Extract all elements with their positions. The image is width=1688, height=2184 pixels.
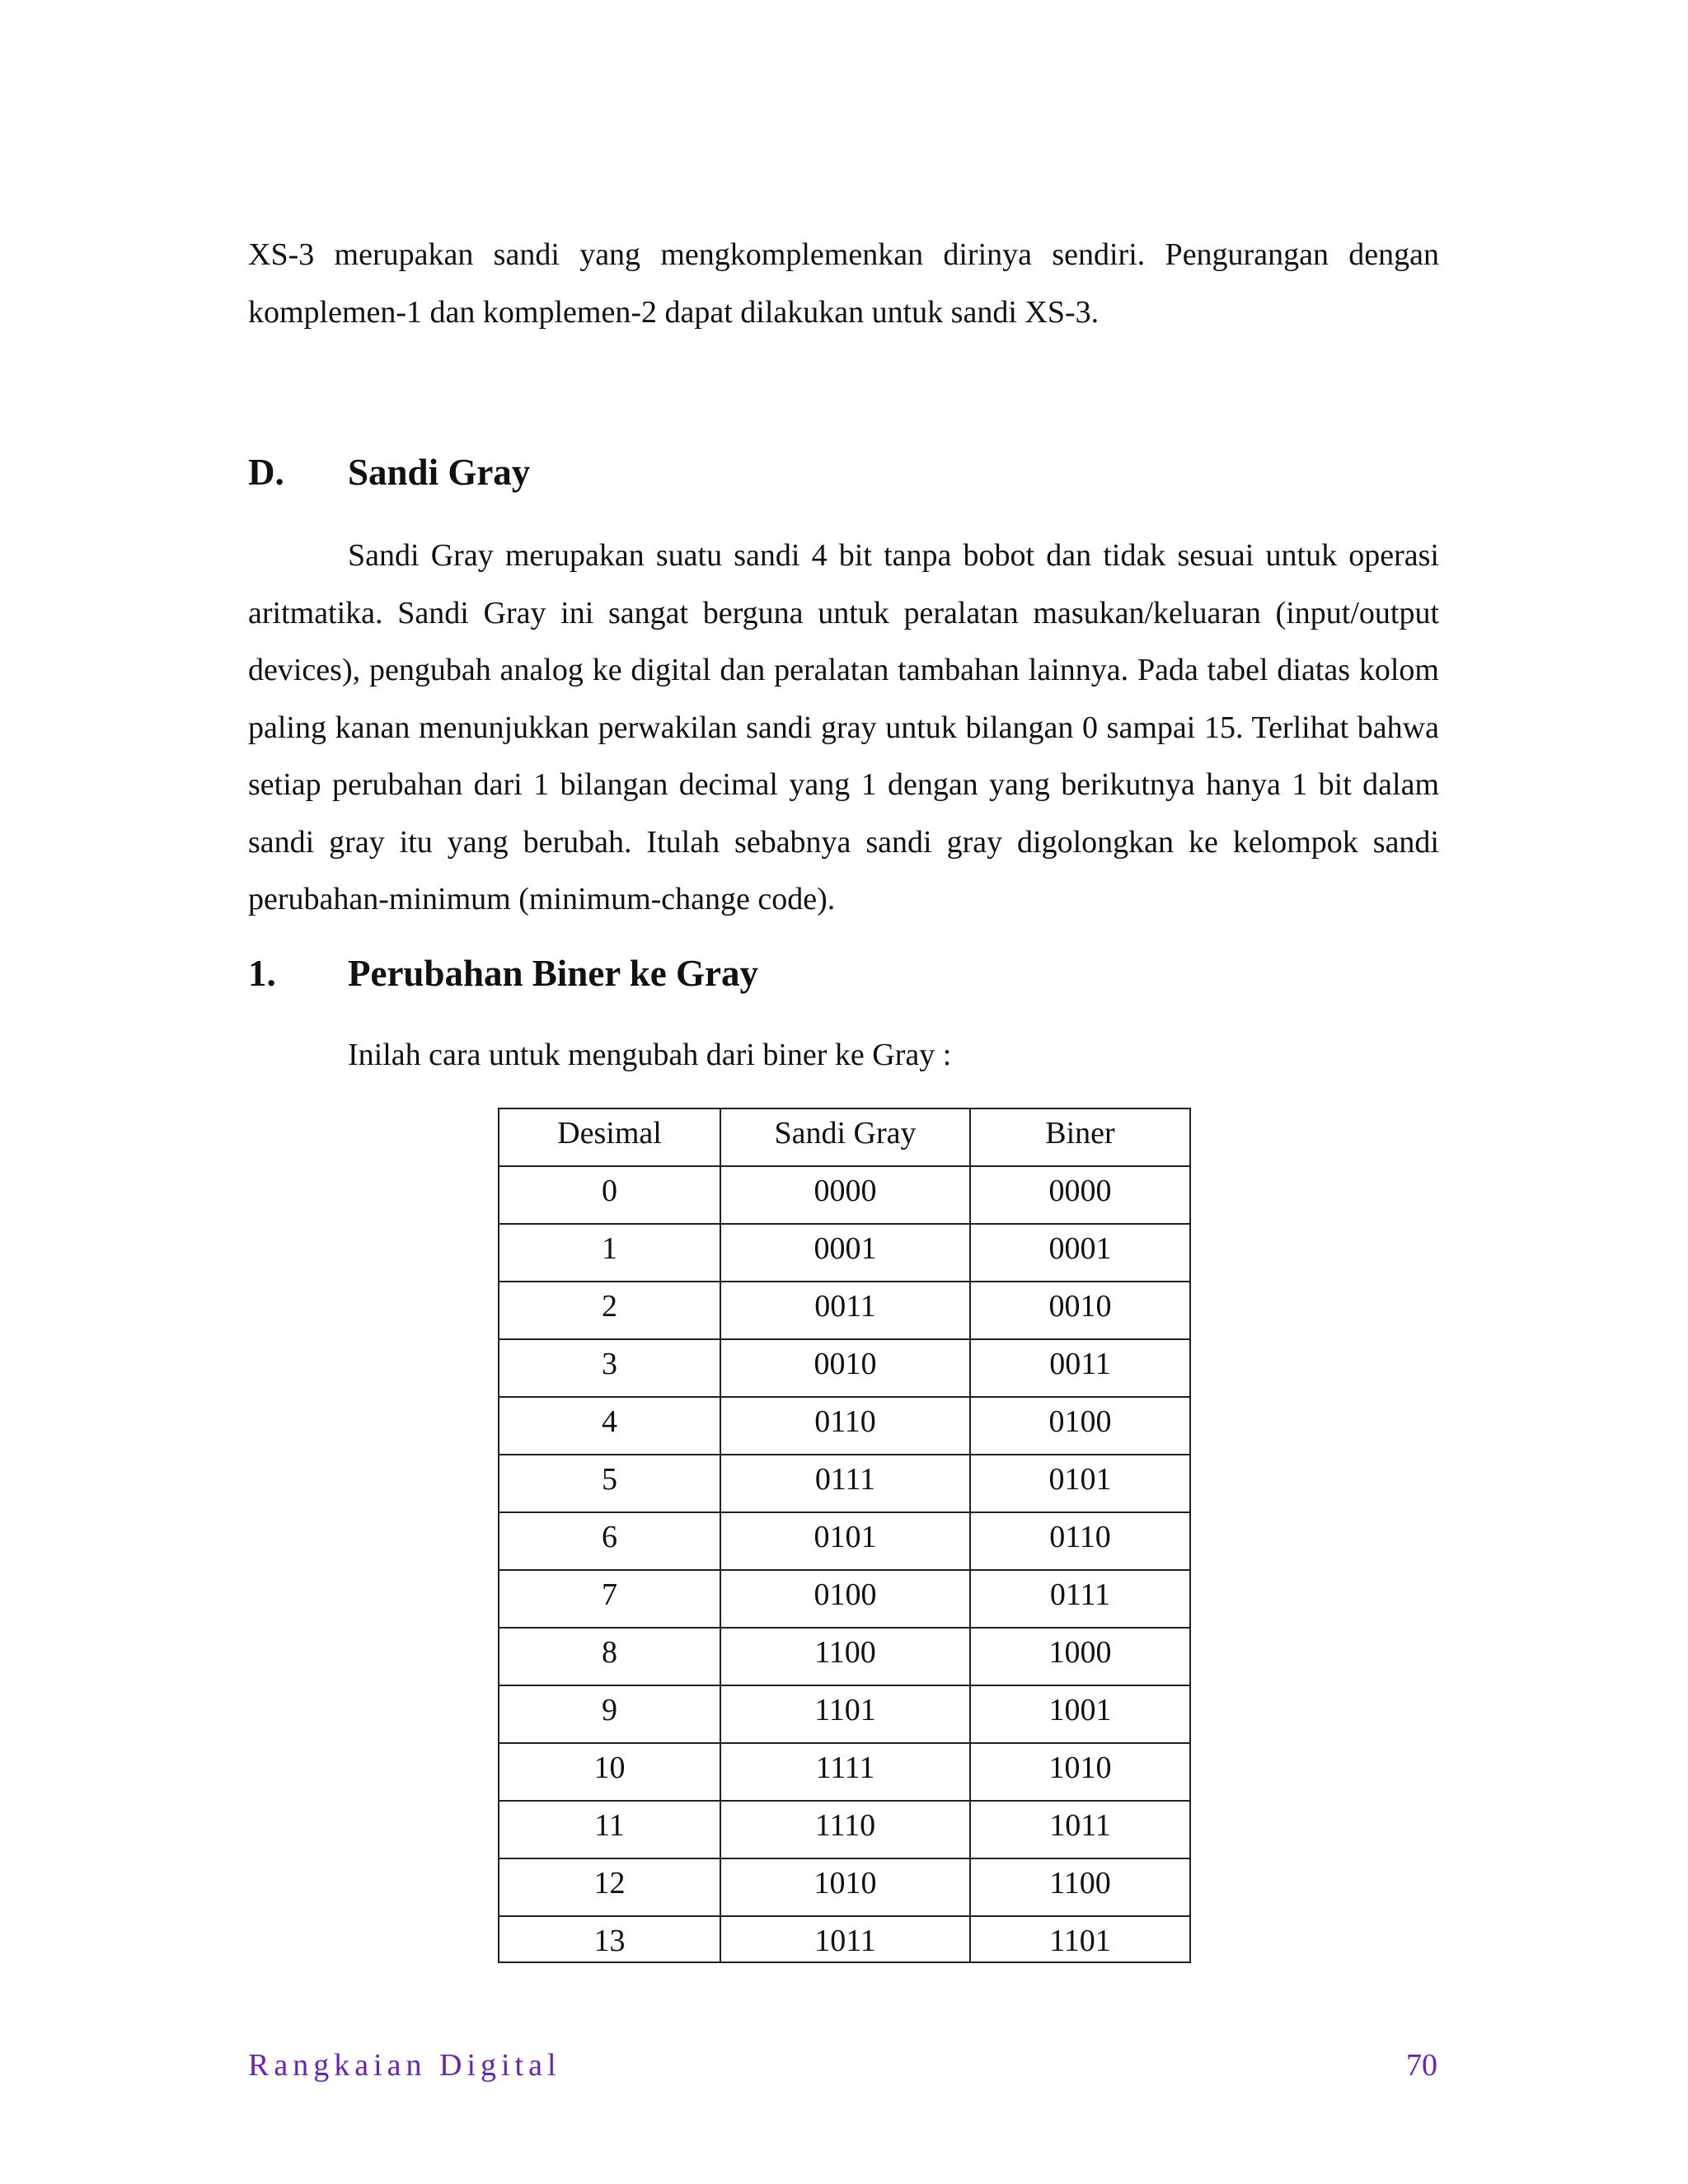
cell-biner: 1011 xyxy=(970,1801,1190,1858)
cell-sandi-gray: 1100 xyxy=(720,1628,970,1685)
section-d-paragraph: Sandi Gray merupakan suatu sandi 4 bit tanpa bobot dan tidak sesuai untuk operasi aritmatika. Sandi Gray ini sangat berguna untuk peralatan masukan/keluaran (input/output devices), pengubah analog ke digital dan peralatan tambahan lainnya. Pada tabel diatas kolom paling kanan menunjukkan perwakilan sandi gray untuk bilangan 0 sampai 15. Terlihat bahwa setiap perubahan dari 1 bilangan decimal yang 1 dengan yang berikutnya hanya 1 bit dalam sandi gray itu yang berubah. Itulah sebabnya sandi gray digolongkan ke kelompok sandi perubahan-minimum (minimum-change code). xyxy=(248,538,1439,916)
cell-desimal: 3 xyxy=(499,1339,720,1397)
table-row xyxy=(499,1282,1190,1339)
cell-biner: 1010 xyxy=(970,1743,1190,1801)
cell-biner: 0100 xyxy=(970,1397,1190,1455)
table-row xyxy=(499,1512,1190,1570)
cell-desimal: 7 xyxy=(499,1570,720,1628)
cell-sandi-gray: 0101 xyxy=(720,1512,970,1570)
intro-paragraph: XS-3 merupakan sandi yang mengkomplemenkan dirinya sendiri. Pengurangan dengan komplemen-1 dan komplemen-2 dapat dilakukan untuk sandi XS-3. xyxy=(248,237,1439,330)
cell-biner: 0011 xyxy=(970,1339,1190,1397)
section-d-title: Sandi Gray xyxy=(348,452,531,493)
header-biner: Biner xyxy=(970,1108,1190,1166)
cell-biner: 0111 xyxy=(970,1570,1190,1628)
cell-sandi-gray: 1011 xyxy=(720,1916,970,1962)
table-row xyxy=(499,1916,1190,1962)
cell-biner: 0000 xyxy=(970,1166,1190,1224)
cell-sandi-gray: 0001 xyxy=(720,1224,970,1282)
cell-desimal: 10 xyxy=(499,1743,720,1801)
table-row xyxy=(499,1166,1190,1224)
cell-sandi-gray: 0100 xyxy=(720,1570,970,1628)
cell-desimal: 1 xyxy=(499,1224,720,1282)
cell-desimal: 9 xyxy=(499,1685,720,1743)
cell-biner: 0101 xyxy=(970,1455,1190,1512)
cell-biner: 0110 xyxy=(970,1512,1190,1570)
cell-biner: 1101 xyxy=(970,1916,1190,1962)
cell-biner: 1100 xyxy=(970,1858,1190,1916)
cell-desimal: 8 xyxy=(499,1628,720,1685)
footer-title: Rangkaian Digital xyxy=(248,2048,561,2083)
cell-sandi-gray: 0110 xyxy=(720,1397,970,1455)
cell-biner: 0001 xyxy=(970,1224,1190,1282)
cell-biner: 1000 xyxy=(970,1628,1190,1685)
table-row xyxy=(499,1801,1190,1858)
cell-sandi-gray: 1101 xyxy=(720,1685,970,1743)
section-d-number: D. xyxy=(248,452,284,493)
table-row xyxy=(499,1628,1190,1685)
table-row xyxy=(499,1397,1190,1455)
table-row xyxy=(499,1570,1190,1628)
header-desimal: Desimal xyxy=(499,1108,720,1166)
table-row xyxy=(499,1685,1190,1743)
cell-sandi-gray: 0010 xyxy=(720,1339,970,1397)
table-row xyxy=(499,1743,1190,1801)
cell-desimal: 6 xyxy=(499,1512,720,1570)
cell-sandi-gray: 0011 xyxy=(720,1282,970,1339)
cell-desimal: 11 xyxy=(499,1801,720,1858)
cell-sandi-gray: 0111 xyxy=(720,1455,970,1512)
page-number: 70 xyxy=(1406,2048,1437,2083)
cell-desimal: 2 xyxy=(499,1282,720,1339)
cell-sandi-gray: 1111 xyxy=(720,1743,970,1801)
subsection-1-number: 1. xyxy=(248,953,276,994)
table-row xyxy=(499,1455,1190,1512)
table-row xyxy=(499,1224,1190,1282)
cell-desimal: 5 xyxy=(499,1455,720,1512)
cell-biner: 1001 xyxy=(970,1685,1190,1743)
subsection-1-intro: Inilah cara untuk mengubah dari biner ke Gray : xyxy=(348,1038,952,1072)
cell-sandi-gray: 1110 xyxy=(720,1801,970,1858)
cell-biner: 0010 xyxy=(970,1282,1190,1339)
cell-desimal: 12 xyxy=(499,1858,720,1916)
cell-desimal: 4 xyxy=(499,1397,720,1455)
table-row xyxy=(499,1858,1190,1916)
subsection-1-title: Perubahan Biner ke Gray xyxy=(348,953,758,994)
header-sandi-gray: Sandi Gray xyxy=(720,1108,970,1166)
cell-sandi-gray: 1010 xyxy=(720,1858,970,1916)
cell-desimal: 13 xyxy=(499,1916,720,1962)
cell-sandi-gray: 0000 xyxy=(720,1166,970,1224)
gray-code-table xyxy=(498,1108,1191,1963)
table-row xyxy=(499,1339,1190,1397)
cell-desimal: 0 xyxy=(499,1166,720,1224)
table-header-row xyxy=(499,1108,1190,1166)
